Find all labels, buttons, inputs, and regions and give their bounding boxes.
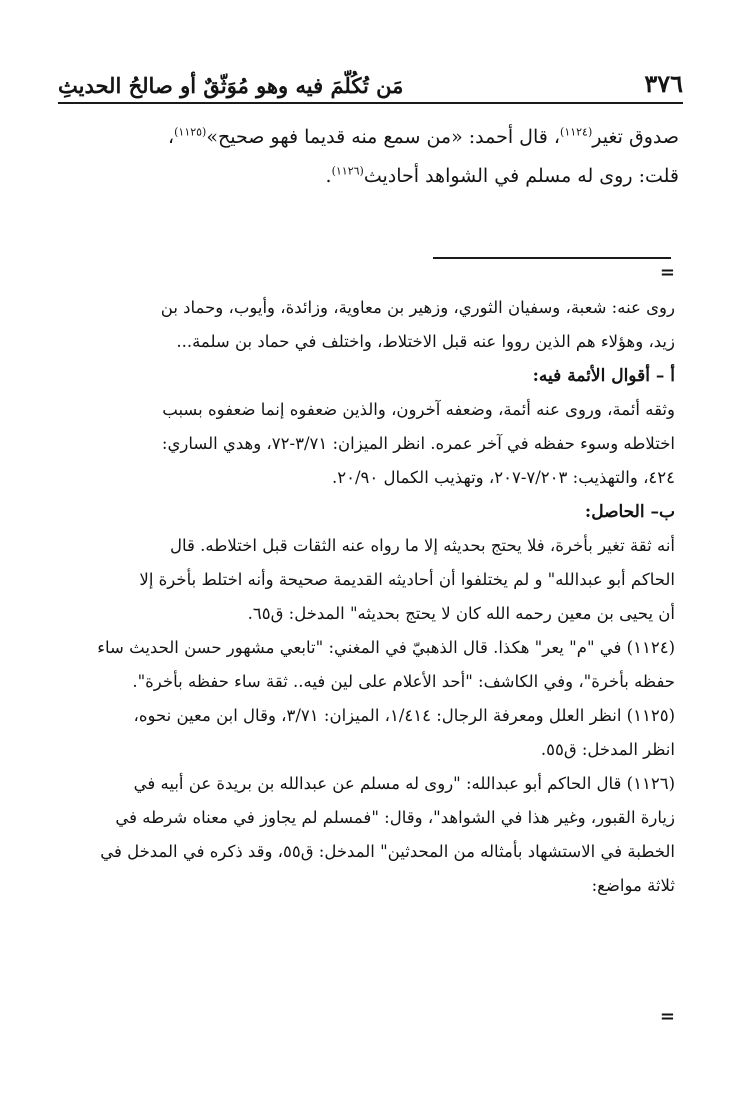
footnote-1126-line: (١١٢٦) قال الحاكم أبو عبدالله: "روى له مسلم عن عبدالله بن بريدة عن أبيه في	[133, 774, 675, 793]
footnote-separator	[433, 257, 671, 259]
footnote-ref-1126: (١١٢٦)	[331, 164, 364, 178]
page-number: ٣٧٦	[644, 69, 683, 98]
main-text-segment: ،	[167, 126, 175, 148]
footnote-1125-line: (١١٢٥) انظر العلل ومعرفة الرجال: ١/٤١٤، الميزان: ٣/٧١، وقال ابن معين نحوه،	[133, 706, 675, 725]
main-text-segment: صدوق تغير	[592, 126, 679, 148]
footnote-1124-line: (١١٢٤) في "م" يعر" هكذا. قال الذهبيّ في المغني: "تابعي مشهور حسن الحديث ساء	[97, 638, 675, 657]
footnote-line: أنه ثقة تغير بأخرة، فلا يحتج بحديثه إلا ما رواه عنه الثقات قبل اختلاطه. قال	[170, 536, 675, 555]
footnote-1126-line: زيارة القبور، وغير هذا في الشواهد"، وقال: "فمسلم لم يجاوز في معناه شرطه في	[115, 808, 675, 827]
footnote-line: وثقه أئمة، وروى عنه أئمة، وضعفه آخرون، والذين ضعفوه إنما ضعفوه بسبب	[162, 400, 675, 419]
footnote-line: أن يحيى بن معين رحمه الله كان لا يحتج بحديثه" المدخل: ق٦٥.	[247, 604, 675, 623]
section-heading-a: أ – أقوال الأئمة فيه:	[532, 366, 675, 386]
footnote-ref-1124: (١١٢٤)	[560, 125, 593, 139]
footnote-line: الحاكم أبو عبدالله" و لم يختلفوا أن أحاديثه القديمة صحيحة وأنه اختلط بأخرة إلا	[139, 570, 675, 589]
footnote-ref-1125: (١١٢٥)	[174, 125, 207, 139]
footnote-line: اختلاطه وسوء حفظه في آخر عمره. انظر الميزان: ٣/٧١-٧٢، وهدي الساري:	[161, 434, 675, 453]
continuation-mark-bottom: =	[659, 1006, 675, 1027]
section-heading-b: ب– الحاصل:	[584, 502, 675, 522]
footnote-line: زيد، وهؤلاء هم الذين رووا عنه قبل الاختلاط، واختلف في حماد بن سلمة...	[176, 332, 675, 351]
main-text-segment: قلت: روى له مسلم في الشواهد أحاديث	[363, 165, 679, 187]
footnote-line: ٤٢٤، والتهذيب: ٧/٢٠٣-٢٠٧، وتهذيب الكمال ٢٠/٩٠.	[331, 468, 675, 487]
main-text	[62, 118, 679, 196]
footnote-1125-line: انظر المدخل: ق٥٥.	[540, 740, 675, 759]
main-line-2	[62, 157, 679, 196]
main-text-segment: ، قال أحمد: «من سمع منه قديما فهو صحيح»	[206, 126, 561, 148]
main-line-1	[62, 118, 679, 157]
footnotes	[66, 291, 675, 903]
running-title: مَن تُكُلّمَ فيه وهو مُوَثّقٌ أو صالحُ الحديثِ	[58, 73, 404, 98]
page-header	[58, 58, 683, 104]
continuation-mark: =	[659, 262, 675, 283]
main-text-segment: .	[325, 165, 332, 187]
footnote-1126-line: ثلاثة مواضع:	[591, 876, 675, 895]
footnote-1126-line: الخطبة في الاستشهاد بأمثاله من المحدثين" المدخل: ق٥٥، وقد ذكره في المدخل في	[100, 842, 675, 861]
footnote-1124-line: حفظه بأخرة"، وفي الكاشف: "أحد الأعلام على لين فيه.. ثقة ساء حفظه بأخرة".	[132, 672, 675, 691]
footnote-line: روى عنه: شعبة، وسفيان الثوري، وزهير بن معاوية، وزائدة، وأيوب، وحماد بن	[160, 298, 675, 317]
